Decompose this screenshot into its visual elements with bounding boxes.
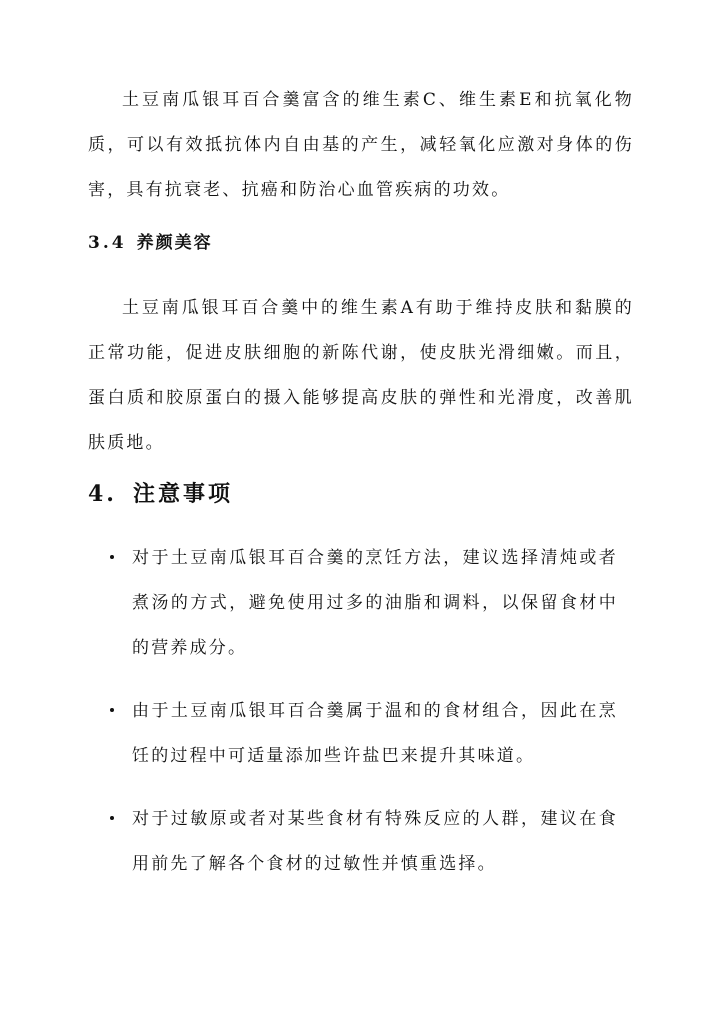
section-title: 注意事项 — [132, 481, 233, 507]
bullet-icon — [110, 708, 114, 712]
bullet-icon — [110, 816, 114, 820]
precautions-list — [0, 536, 720, 905]
subsection-title: 养颜美容 — [136, 233, 213, 253]
list-item-text: 由于土豆南瓜银耳百合羹属于温和的食材组合，因此在烹饪的过程中可适量添加些许盐巴来提升其味道。 — [132, 701, 618, 766]
list-item — [0, 689, 618, 779]
bullet-icon — [110, 555, 114, 559]
subsection-number: 3.4 — [88, 233, 127, 253]
section-heading — [88, 478, 233, 510]
paragraph-antioxidant: 土豆南瓜银耳百合羹富含的维生素C、维生素E和抗氧化物质，可以有效抵抗体内自由基的产生，减轻氧化应激对身体的伤害，具有抗衰老、抗癌和防治心血管疾病的功效。 — [88, 90, 634, 200]
list-item-text: 对于过敏原或者对某些食材有特殊反应的人群，建议在食用前先了解各个食材的过敏性并慎重选择。 — [132, 809, 618, 874]
section-number: 4. — [88, 481, 117, 507]
list-item — [0, 536, 618, 671]
list-item-text: 对于土豆南瓜银耳百合羹的烹饪方法，建议选择清炖或者煮汤的方式，避免使用过多的油脂和调料，以保留食材中的营养成分。 — [132, 548, 618, 658]
paragraph-skin-care: 土豆南瓜银耳百合羹中的维生素A有助于维持皮肤和黏膜的正常功能，促进皮肤细胞的新陈代谢，使皮肤光滑细嫩。而且，蛋白质和胶原蛋白的摄入能够提高皮肤的弹性和光滑度，改善肌肤质地。 — [88, 298, 634, 453]
list-item — [0, 797, 618, 887]
subsection-heading — [88, 230, 213, 256]
